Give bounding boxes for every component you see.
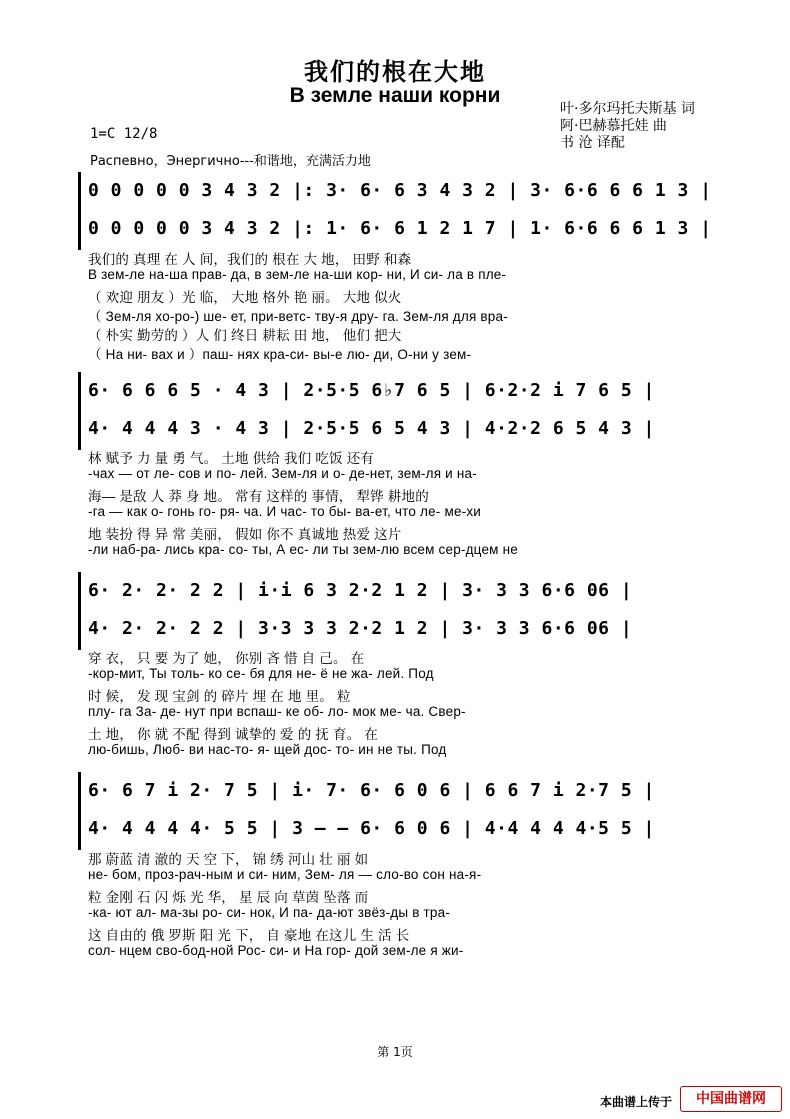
- credit-lyrics: 叶·多尔玛托夫斯基 词: [560, 101, 695, 117]
- system-1-lyric-2: В зем-ле на-ша прав- да, в зем-ле на-ши кор- ни, И си- ла в пле-: [88, 267, 507, 282]
- system-4-notes-top: 6· 6 7 i 2· 7 5 | i· 7· 6· 6 0 6 | 6 6 7 i 2·7 5 |: [88, 780, 655, 801]
- system-3-lyric-4: плу- га За- де- нут при вспаш- ке об- ло- мок ме- ча. Свер-: [88, 704, 466, 719]
- system-2-notes-bottom: 4· 4 4 4 3 · 4 3 | 2·5·5 6 5 4 3 | 4·2·2 6 5 4 3 |: [88, 418, 655, 439]
- tempo-marking: Распевно，Энергично---和谐地，充满活力地: [90, 154, 371, 169]
- system-3-notes-bottom: 4· 2· 2· 2 2 | 3·3 3 3 2·2 1 2 | 3· 3 3 6·6 06 |: [88, 618, 633, 639]
- system-1-notes-bottom: 0 0 0 0 0 3 4 3 2 |: 1· 6· 6 1 2 1 7 | 1· 6·6 6 6 1 3 |: [88, 218, 712, 239]
- system-1-lyric-1: 我们的 真理 在 人 间，我们的 根在 大 地， 田野 和森: [88, 252, 412, 267]
- system-4-notes-bottom: 4· 4 4 4 4· 5 5 | 3 — — 6· 6 0 6 | 4·4 4 4 4·5 5 |: [88, 818, 655, 839]
- system-3-lyric-3: 时 候， 发 现 宝剑 的 碎片 埋 在 地 里。 粒: [88, 689, 351, 704]
- system-1-lyric-3: （ 欢迎 朋友 ）光 临， 大地 格外 艳 丽。 大地 似火: [88, 290, 402, 305]
- upload-caption: 本曲谱上传于: [600, 1095, 673, 1109]
- system-4-lyric-4: -ка- ют ал- ма-зы ро- си- нок, И па- да-ют звёз-ды в тра-: [88, 905, 451, 920]
- system-3-lyric-5: 土 地， 你 就 不配 得到 诚挚的 爱 的 抚 育。 在: [88, 727, 379, 742]
- system-2-lyric-2: -чах — от ле- сов и по- лей. Зем-ля и о- де-нет, зем-ля и на-: [88, 466, 477, 481]
- system-1-notes-top: 0 0 0 0 0 3 4 3 2 |: 3· 6· 6 3 4 3 2 | 3· 6·6 6 6 1 3 |: [88, 180, 712, 201]
- song-title-chinese: 我们的根在大地: [304, 57, 486, 86]
- system-1-lyric-6: （ На ни- вах и ）паш- нях кра-си- вы-е лю- ди, О-ни у зем-: [88, 347, 472, 362]
- system-3-notes-top: 6· 2· 2· 2 2 | i·i 6 3 2·2 1 2 | 3· 3 3 6·6 06 |: [88, 580, 633, 601]
- system-bracket: [78, 172, 81, 250]
- system-2-lyric-3: 海— 是敌 人 莽 身 地。 常有 这样的 事情， 犁铧 耕地的: [88, 489, 429, 504]
- system-2-lyric-5: 地 装扮 得 异 常 美丽， 假如 你不 真诚地 热爱 这片: [88, 527, 402, 542]
- system-bracket: [78, 372, 81, 450]
- system-4-lyric-1: 那 蔚蓝 清 澈的 天 空 下， 锦 绣 河山 壮 丽 如: [88, 852, 369, 867]
- system-2-lyric-6: -ли наб-ра- лись кра- со- ты, А ес- ли ты зем-лю всем сер-дцем не: [88, 542, 518, 557]
- system-2-notes-top: 6· 6 6 6 5 · 4 3 | 2·5·5 6♭7 6 5 | 6·2·2 i 7 6 5 |: [88, 380, 655, 401]
- system-bracket: [78, 772, 81, 850]
- key-signature: 1=C 12/8: [90, 126, 158, 142]
- site-logo[interactable]: [680, 1086, 782, 1112]
- system-4-lyric-3: 粒 金刚 石 闪 烁 光 华， 星 辰 向 草茵 坠落 而: [88, 890, 369, 905]
- system-4-lyric-2: не- бом, проз-рач-ным и си- ним, Зем- ля — сло-во сон на-я-: [88, 867, 482, 882]
- system-2-lyric-4: -га — как о- гонь го- ря- ча. И час- то бы- ва-ет, что ле- ме-хи: [88, 504, 482, 519]
- system-2-lyric-1: 林 赋予 力 量 勇 气。 土地 供给 我们 吃饭 还有: [88, 451, 375, 466]
- system-3-lyric-2: -кор-мит, Ты толь- ко се- бя для не- ё не жа- лей. Под: [88, 666, 434, 681]
- system-4-lyric-6: сол- нцем сво-бод-ной Рос- си- и На гор- дой зем-ле я жи-: [88, 943, 464, 958]
- credit-music: 阿·巴赫慕托娃 曲: [560, 118, 667, 134]
- system-3-lyric-6: лю-бишь, Люб- ви нас-то- я- щей дос- то- ин не ты. Под: [88, 742, 447, 757]
- system-4-lyric-5: 这 自由的 俄 罗斯 阳 光 下， 自 豪地 在这儿 生 活 长: [88, 928, 410, 943]
- system-1-lyric-4: （ Зем-ля хо-ро-) ше- ет, при-ветс- тву-я дру- га. Зем-ля для вра-: [88, 309, 508, 324]
- site-logo-text: 中国曲谱网: [696, 1091, 766, 1107]
- system-3-lyric-1: 穿 衣， 只 要 为了 她， 你别 吝 惜 自 己。 在: [88, 651, 365, 666]
- credit-translation: 书 沧 译配: [560, 135, 625, 151]
- page-number: 第 1页: [377, 1045, 413, 1059]
- system-1-lyric-5: （ 朴实 勤劳的 ）人 们 终日 耕耘 田 地， 他们 把大: [88, 328, 402, 343]
- system-bracket: [78, 572, 81, 650]
- song-title-russian: В земле наши корни: [289, 84, 501, 107]
